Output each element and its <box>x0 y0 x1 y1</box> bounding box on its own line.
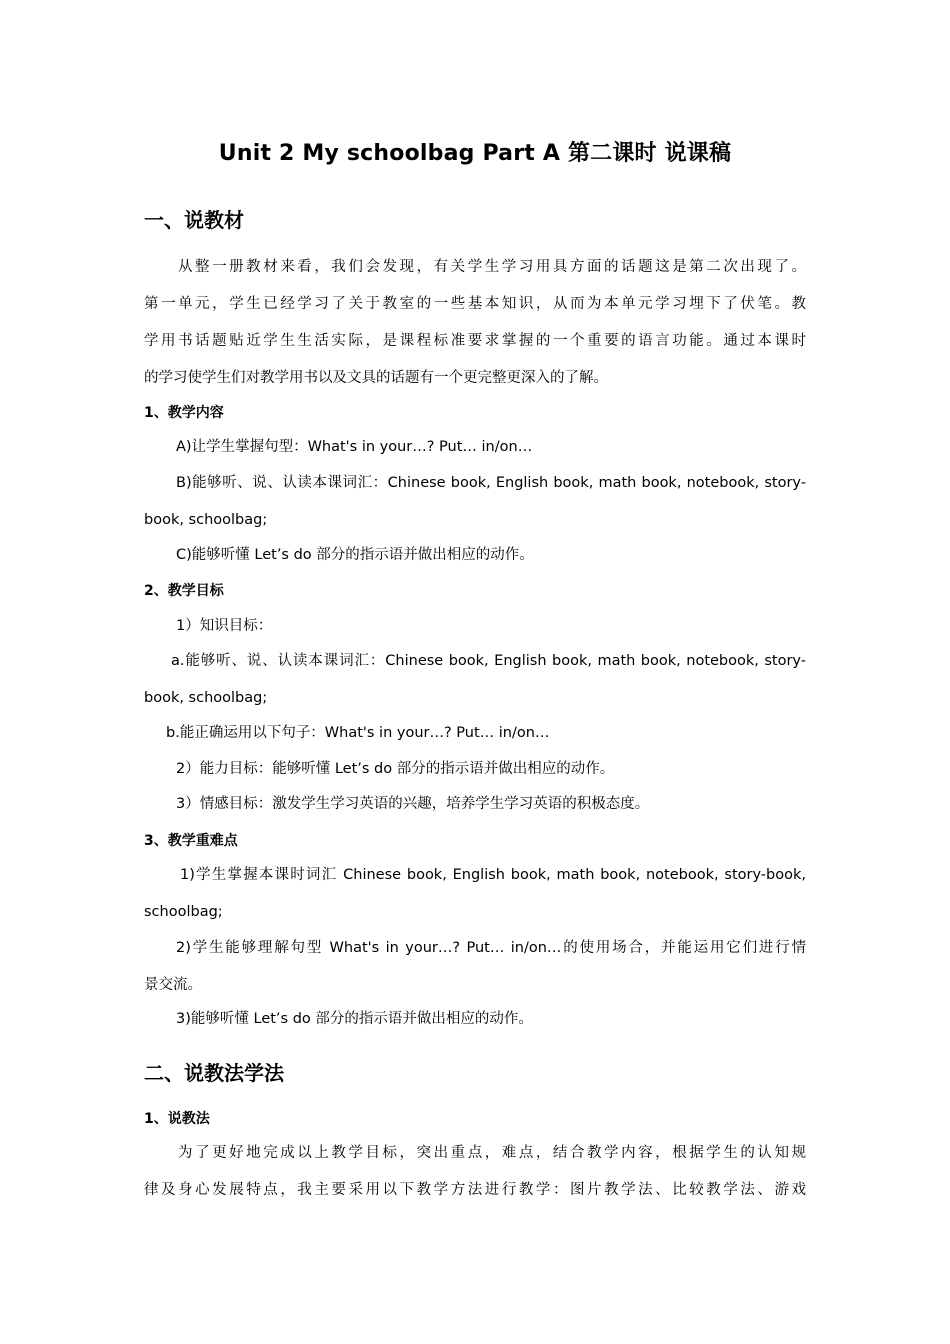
paragraph-line: 1)学生掌握本课时词汇 Chinese book, English book, math book, notebook, story-book, <box>180 867 806 883</box>
paragraph-line: A)让学生掌握句型：What's in your…? Put… in/on… <box>176 439 533 455</box>
paragraph-line: 2）能力目标：能够听懂 Let’s do 部分的指示语并做出相应的动作。 <box>176 761 615 777</box>
subheading-teaching-method: 1、说教法 <box>144 1111 210 1127</box>
paragraph-line: 从整一册教材来看，我们会发现，有关学生学习用具方面的话题这是第二次出现了。 <box>178 259 806 275</box>
paragraph-line: schoolbag; <box>144 904 223 920</box>
paragraph-line: 3)能够听懂 Let’s do 部分的指示语并做出相应的动作。 <box>176 1011 533 1027</box>
paragraph-line: 第一单元，学生已经学习了关于教室的一些基本知识，从而为本单元学习埋下了伏笔。教 <box>144 296 806 312</box>
paragraph-line: a.能够听、说、认读本课词汇：Chinese book, English book, math book, notebook, story- <box>171 653 806 669</box>
paragraph-line: 律及身心发展特点，我主要采用以下教学方法进行教学：图片教学法、比较教学法、游戏 <box>144 1182 806 1198</box>
paragraph-line: b.能正确运用以下句子：What's in your…? Put… in/on… <box>166 725 550 741</box>
paragraph-line: 景交流。 <box>144 977 202 993</box>
section-heading-textbook: 一、说教材 <box>144 208 244 232</box>
paragraph-line: book, schoolbag; <box>144 512 268 528</box>
paragraph-line: 1）知识目标： <box>176 618 273 634</box>
section-heading-methods: 二、说教法学法 <box>144 1061 284 1085</box>
paragraph-line: 2)学生能够理解句型 What's in your…? Put… in/on…的使用场合，并能运用它们进行情 <box>176 940 806 956</box>
paragraph-line: 学用书话题贴近学生生活实际，是课程标准要求掌握的一个重要的语言功能。通过本课时 <box>144 333 806 349</box>
subheading-goals: 2、教学目标 <box>144 583 224 599</box>
paragraph-line: B)能够听、说、认读本课词汇：Chinese book, English book, math book, notebook, story- <box>176 475 806 491</box>
paragraph-line: 的学习使学生们对教学用书以及文具的话题有一个更完整更深入的了解。 <box>144 370 608 386</box>
paragraph-line: book, schoolbag; <box>144 690 268 706</box>
subheading-content: 1、教学内容 <box>144 405 224 421</box>
page-title: Unit 2 My schoolbag Part A 第二课时 说课稿 <box>218 141 732 166</box>
subheading-key-points: 3、教学重难点 <box>144 833 238 849</box>
paragraph-line: 3）情感目标：激发学生学习英语的兴趣，培养学生学习英语的积极态度。 <box>176 796 650 812</box>
paragraph-line: C)能够听懂 Let’s do 部分的指示语并做出相应的动作。 <box>176 547 534 563</box>
paragraph-line: 为了更好地完成以上教学目标，突出重点，难点，结合教学内容，根据学生的认知规 <box>178 1145 806 1161</box>
